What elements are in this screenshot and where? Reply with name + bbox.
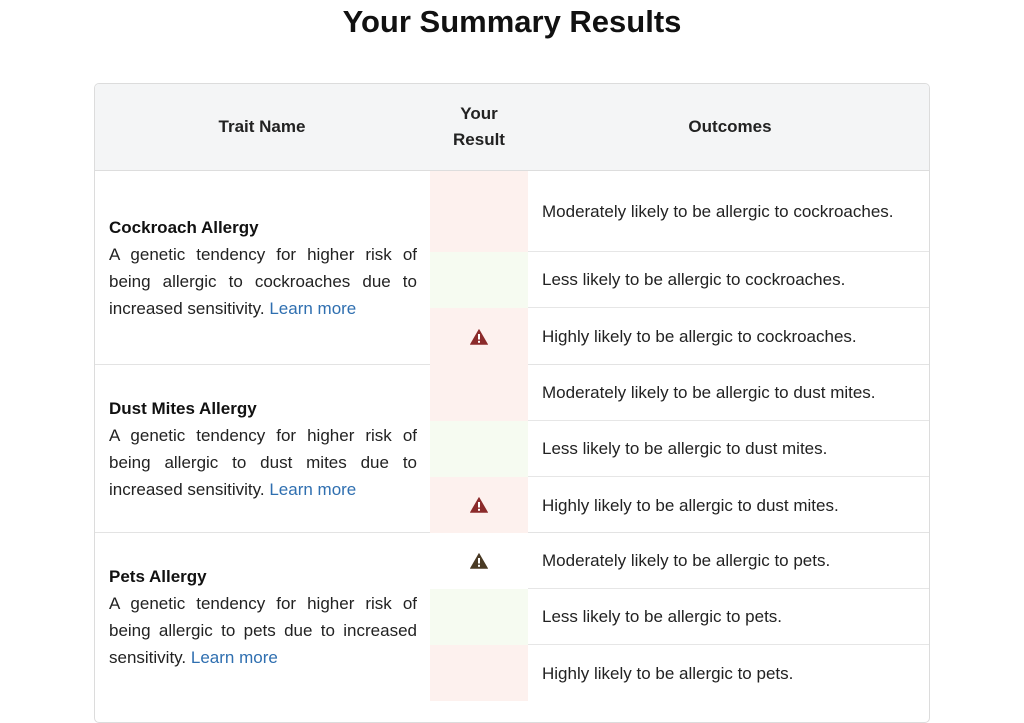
outcome-text: Less likely to be allergic to cockroaches. (528, 252, 930, 308)
trait-info (95, 533, 430, 701)
result-cell (430, 252, 528, 308)
result-cell (430, 477, 528, 533)
result-cell (430, 171, 528, 252)
outcome-text: Highly likely to be allergic to dust mites. (542, 495, 839, 515)
summary-results-table (94, 83, 930, 723)
outcome-row (430, 421, 930, 477)
outcome-text: Highly likely to be allergic to pets. (542, 663, 794, 683)
trait-group-cockroach (95, 171, 930, 365)
learn-more-link[interactable]: Learn more (269, 298, 357, 318)
outcome-row (430, 171, 930, 252)
header-your-result (429, 84, 529, 170)
outcome-row (430, 365, 930, 421)
trait-group-dust-mites (95, 365, 930, 533)
outcome-row (430, 477, 930, 533)
outcome-text: Less likely to be allergic to pets. (528, 589, 930, 645)
outcome-text: Moderately likely to be allergic to dust mites. (528, 365, 930, 421)
header-outcomes: Outcomes (688, 117, 772, 136)
trait-name: Pets Allergy (109, 567, 207, 586)
learn-more-link[interactable]: Learn more (190, 648, 278, 667)
outcome-text: Highly likely to be allergic to cockroaches. (542, 327, 857, 346)
trait-description: A genetic tendency for higher risk of being allergic to cockroaches due to increased sensitivity. Learn more (109, 244, 417, 318)
table-header (95, 84, 930, 171)
warning-icon (470, 553, 488, 569)
result-cell (430, 533, 528, 589)
trait-info (95, 365, 430, 532)
trait-name: Dust Mites Allergy (109, 398, 257, 418)
trait-description: A genetic tendency for higher risk of being allergic to dust mites due to increased sensitivity. Learn more (109, 425, 417, 499)
page-title: Your Summary Results (342, 4, 682, 39)
outcome-row (430, 645, 930, 701)
outcome-row (430, 589, 930, 645)
header-result-line2: Result (453, 130, 505, 149)
warning-icon (470, 497, 488, 513)
outcome-row (430, 252, 930, 308)
result-cell (430, 645, 528, 701)
outcome-row (430, 308, 930, 365)
outcome-text: Less likely to be allergic to dust mites. (528, 421, 930, 477)
result-cell (430, 589, 528, 645)
outcome-row (430, 533, 930, 589)
outcome-text: Moderately likely to be allergic to cockroaches. (528, 171, 930, 252)
header-trait-name: Trait Name (218, 117, 306, 136)
header-result-line1: Your (460, 104, 498, 123)
learn-more-link[interactable]: Learn more (269, 479, 357, 499)
result-cell (430, 365, 528, 421)
result-cell (430, 308, 528, 365)
outcome-text: Moderately likely to be allergic to pets. (528, 533, 930, 589)
trait-description: A genetic tendency for higher risk of being allergic to pets due to increased sensitivity. Learn more (109, 594, 417, 667)
warning-icon (470, 329, 488, 345)
trait-group-pets (95, 533, 930, 701)
trait-info (95, 171, 430, 364)
result-cell (430, 421, 528, 477)
trait-name: Cockroach Allergy (109, 217, 259, 237)
